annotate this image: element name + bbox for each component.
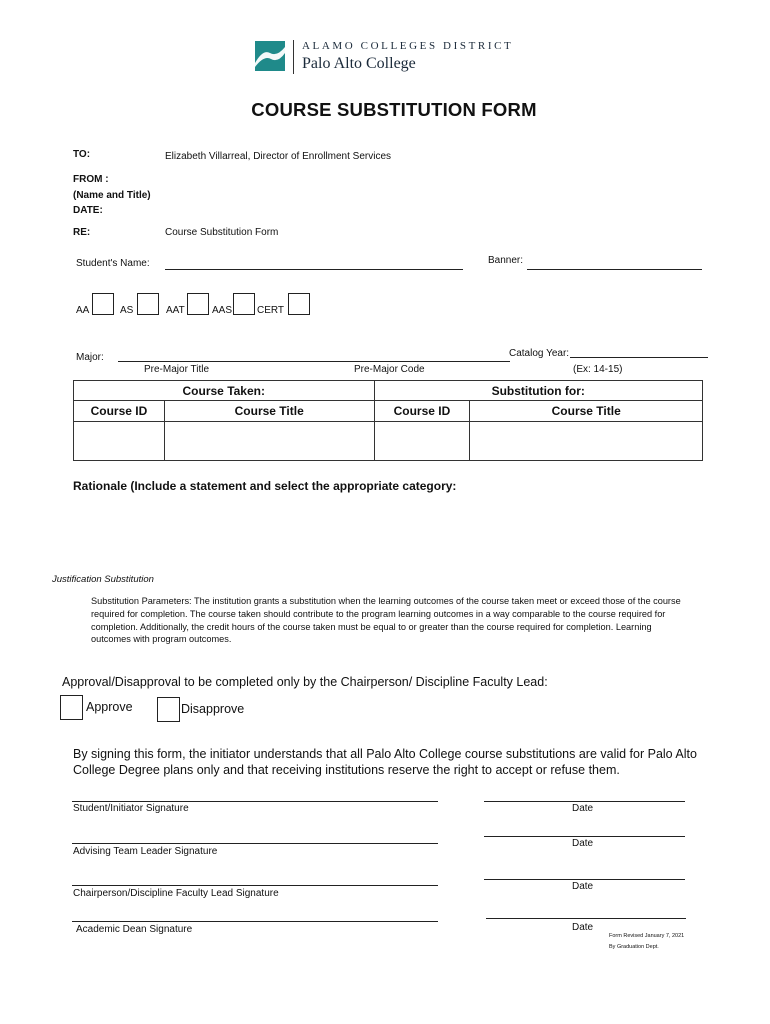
signing-statement: By signing this form, the initiator understands that all Palo Alto College course substitutions are valid for Palo Alto College Degree plans only and that receiving institutions reserve the right to accept or refuse them.: [73, 747, 697, 777]
pre-major-code-label: Pre-Major Code: [354, 364, 425, 375]
student-name-field[interactable]: [165, 269, 463, 270]
palo-alto-college-logo-icon: [255, 41, 285, 71]
degree-checkbox-aat[interactable]: [187, 293, 209, 315]
form-revised-note: Form Revised January 7, 2021: [609, 933, 685, 939]
taken-course-id-cell[interactable]: [74, 422, 165, 461]
chair-signature-label: Chairperson/Discipline Faculty Lead Signature: [73, 888, 279, 899]
date-label: DATE:: [73, 205, 103, 216]
chair-signature-line[interactable]: [72, 885, 438, 886]
advising-signature-line[interactable]: [72, 843, 438, 844]
approval-heading: Approval/Disapproval to be completed only by the Chairperson/ Discipline Faculty Lead:: [62, 675, 548, 689]
dean-signature-label: Academic Dean Signature: [76, 924, 193, 935]
approve-checkbox[interactable]: [60, 695, 83, 720]
degree-label-aa: AA: [76, 305, 90, 316]
form-by-note: By Graduation Dept.: [609, 944, 659, 950]
substitution-parameters: Substitution Parameters: The institution grants a substitution when the learning outcomes of the course taken meet or exceed those of the course required for completion. The course taken should contribute to the program learning outcomes in a way comparable to the course required for completion. Additionally, the credit hours of the course taken must be equal to or greater than the course required for completion. Learning outcomes with program outcomes.: [91, 596, 681, 645]
degree-label-cert: CERT: [257, 305, 285, 316]
district-name: ALAMO COLLEGES DISTRICT: [302, 40, 514, 52]
catalog-example-label: (Ex: 14-15): [573, 364, 623, 375]
advising-signature-label: Advising Team Leader Signature: [73, 846, 218, 857]
college-name: Palo Alto College: [302, 55, 416, 72]
to-value: Elizabeth Villarreal, Director of Enrollment Services: [165, 151, 392, 162]
pre-major-title-label: Pre-Major Title: [144, 364, 210, 375]
degree-checkbox-aas[interactable]: [233, 293, 255, 315]
catalog-year-field[interactable]: [570, 357, 708, 358]
course-taken-header: Course Taken:: [74, 381, 375, 401]
advising-date-label: Date: [572, 838, 594, 849]
student-signature-label: Student/Initiator Signature: [73, 803, 189, 814]
dean-date-line[interactable]: [486, 918, 686, 919]
dean-signature-line[interactable]: [72, 921, 438, 922]
substitution-for-header: Substitution for:: [374, 381, 702, 401]
degree-checkbox-cert[interactable]: [288, 293, 310, 315]
from-label: FROM :: [73, 174, 109, 185]
degree-label-aas: AAS: [212, 305, 233, 316]
dean-date-label: Date: [572, 922, 594, 933]
re-value: Course Substitution Form: [165, 227, 279, 238]
chair-date-label: Date: [572, 881, 594, 892]
student-signature-line[interactable]: [72, 801, 438, 802]
advising-date-line[interactable]: [484, 836, 685, 837]
logo-divider: [293, 40, 294, 74]
degree-checkbox-as[interactable]: [137, 293, 159, 315]
taken-course-title-cell[interactable]: [164, 422, 374, 461]
degree-checkbox-aa[interactable]: [92, 293, 114, 315]
taken-course-title-header: Course Title: [164, 401, 374, 422]
degree-label-aat: AAT: [166, 305, 185, 316]
sub-course-id-cell[interactable]: [374, 422, 470, 461]
sub-course-title-header: Course Title: [470, 401, 703, 422]
degree-label-as: AS: [120, 305, 134, 316]
banner-field[interactable]: [527, 269, 702, 270]
major-field[interactable]: [118, 361, 510, 362]
student-date-line[interactable]: [484, 801, 685, 802]
banner-label: Banner:: [488, 255, 524, 266]
major-label: Major:: [76, 352, 104, 363]
re-label: RE:: [73, 227, 91, 238]
taken-course-id-header: Course ID: [74, 401, 165, 422]
course-substitution-table: [73, 380, 703, 461]
name-title-label: (Name and Title): [73, 190, 151, 201]
catalog-year-label: Catalog Year:: [509, 348, 570, 359]
disapprove-checkbox[interactable]: [157, 697, 180, 722]
rationale-heading: Rationale (Include a statement and select the appropriate category:: [73, 479, 457, 493]
to-label: TO:: [73, 149, 91, 160]
sub-course-id-header: Course ID: [374, 401, 470, 422]
chair-date-line[interactable]: [484, 879, 685, 880]
page-title: COURSE SUBSTITUTION FORM: [251, 99, 537, 120]
sub-course-title-cell[interactable]: [470, 422, 703, 461]
justification-label: Justification Substitution: [52, 574, 154, 585]
student-date-label: Date: [572, 803, 594, 814]
student-name-label: Student's Name:: [76, 258, 150, 269]
approve-label: Approve: [86, 700, 133, 714]
disapprove-label: Disapprove: [181, 702, 245, 716]
